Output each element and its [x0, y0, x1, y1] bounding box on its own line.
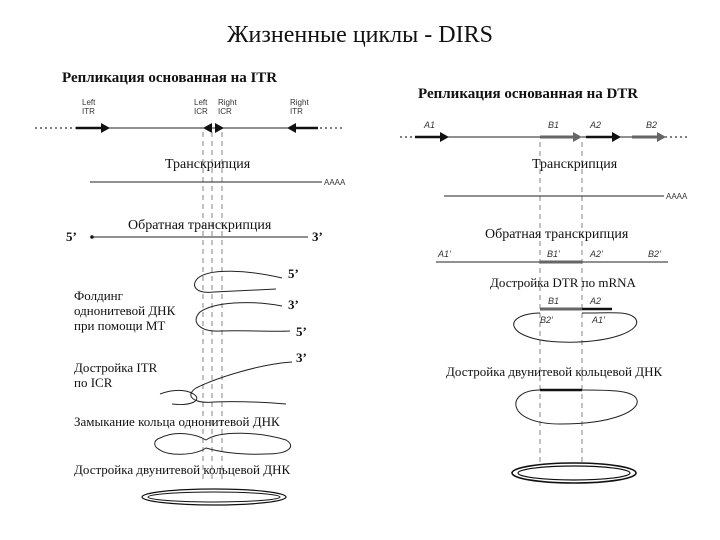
left-cdna-5-end: 5’	[66, 229, 77, 244]
left-ds-ring-inner	[148, 492, 280, 502]
tag-right-itr-2: ITR	[290, 107, 303, 116]
right-panel-heading: Репликация основанная на DTR	[418, 86, 639, 102]
fold-3-end: 3’	[288, 297, 299, 312]
tag-left-icr-2: ICR	[194, 107, 208, 116]
fold-5-end: 5’	[288, 266, 299, 281]
left-ds-ring-label: Достройка двунитевой кольцевой ДНК	[74, 462, 291, 477]
loop-tag-a1-prime: A1’	[592, 315, 606, 325]
left-panel-heading: Репликация основанная на ITR	[62, 70, 278, 86]
complete-3-end: 3’	[296, 350, 307, 365]
left-ds-ring-outer	[142, 489, 286, 505]
tag-left-itr-2: ITR	[82, 107, 95, 116]
a1-arrowhead	[440, 132, 449, 142]
dtr-single-loop	[514, 313, 637, 342]
folding-label-1: Фолдинг	[74, 288, 123, 303]
left-icr-arrowhead	[203, 123, 212, 133]
tag-right-itr-1: Right	[290, 98, 309, 107]
left-gene-tags	[82, 98, 309, 116]
tag-b1: B1	[548, 120, 560, 130]
right-transcription-label: Транскрипция	[532, 157, 618, 172]
complete-5-end: 5’	[296, 324, 307, 339]
tag-right-icr-1: Right	[218, 98, 237, 107]
dtr-completion-label: Достройка DTR по mRNA	[490, 275, 636, 290]
folding-loop	[196, 303, 290, 332]
folding-hairpin	[195, 271, 282, 292]
left-guides	[203, 132, 222, 482]
right-dna-element	[400, 132, 690, 142]
itr-completion-loop	[191, 362, 292, 404]
left-transcription-label: Транскрипция	[165, 157, 251, 172]
tag-a2: A2	[590, 120, 602, 130]
right-ds-ring-label: Достройка двунитевой кольцевой ДНК	[446, 364, 663, 379]
tag-left-icr-1: Left	[194, 98, 208, 107]
right-ds-ring-inner	[518, 466, 630, 480]
tag-b2: B2	[646, 120, 658, 130]
b1-arrowhead	[573, 132, 582, 142]
left-poly-a: AAAA	[324, 178, 346, 187]
dtr-ds-loop	[516, 390, 637, 424]
a2-arrowhead	[612, 132, 621, 142]
b2-arrowhead	[657, 132, 666, 142]
right-icr-arrowhead	[215, 123, 224, 133]
loop-tag-a2: A2	[590, 296, 602, 306]
tag-a1-prime: A1’	[438, 249, 452, 259]
single-strand-ring	[155, 433, 291, 454]
left-rt-label: Обратная транскрипция	[128, 218, 272, 233]
right-itr-arrowhead	[287, 123, 296, 133]
right-rt-label: Обратная транскрипция	[485, 227, 629, 242]
itr-completion-label-2: по ICR	[74, 375, 113, 390]
right-poly-a: AAAA	[666, 192, 688, 201]
tag-b2-prime: B2’	[648, 249, 662, 259]
left-dna-element	[35, 123, 345, 133]
tag-a1: A1	[424, 120, 436, 130]
left-cdna-3-end: 3’	[312, 229, 323, 244]
ring-closure-label: Замыкание кольца однонитевой ДНК	[74, 414, 280, 429]
loop-tag-b2-prime: B2’	[540, 315, 554, 325]
tag-left-itr-1: Left	[82, 98, 96, 107]
tag-b1-prime: B1’	[547, 249, 561, 259]
right-panel-dtr	[400, 86, 690, 483]
slide-title: Жизненные циклы - DIRS	[227, 22, 493, 48]
folding-label-2: однонитевой ДНК	[74, 303, 176, 318]
tag-a2-prime: A2’	[590, 249, 604, 259]
itr-completion-label-1: Достройка ITR	[74, 360, 158, 375]
loop-tag-b1: B1	[548, 296, 560, 306]
tag-right-icr-2: ICR	[218, 107, 232, 116]
left-panel-itr	[35, 70, 346, 505]
folding-label-3: при помощи МТ	[74, 318, 166, 333]
left-itr-arrowhead	[101, 123, 110, 133]
